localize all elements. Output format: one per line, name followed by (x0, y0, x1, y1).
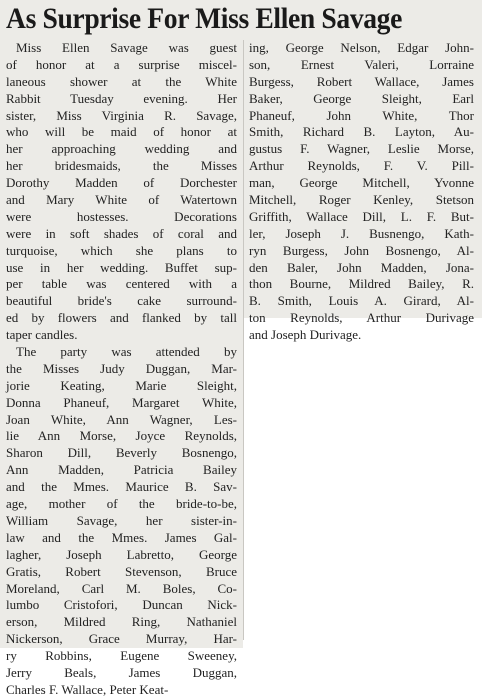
article-line: her bridesmaids, the Misses (6, 158, 237, 174)
article-line: B. Smith, Louis A. Girard, Al- (249, 293, 474, 309)
article-line: use in her wedding. Buffet sup- (6, 259, 237, 275)
article-line: were in soft shades of coral and (6, 225, 237, 241)
article-line: ler, Joseph J. Busnengo, Kath- (249, 225, 474, 241)
article-line: of honor at a surprise miscel- (6, 56, 237, 72)
headline (0, 0, 482, 38)
article-line: and Joseph Durivage. (249, 327, 362, 343)
headline-text: As Surprise For Miss Ellen Savage (6, 2, 403, 35)
article-line: her approaching wedding and (6, 141, 237, 157)
article-line: Nickerson, Grace Murray, Har- (6, 631, 237, 647)
article-line: Miss Ellen Savage was guest (16, 40, 237, 55)
column-rule (243, 40, 244, 640)
article-line: Donna Phaneuf, Margaret White, (6, 394, 237, 410)
article-line: who will be maid of honor at (6, 124, 237, 140)
article-line: Joan White, Ann Wagner, Les- (6, 411, 237, 427)
article-line: Mitchell, Roger Kenley, Stetson (249, 192, 474, 208)
article-line: man, George Mitchell, Yvonne (249, 175, 474, 191)
article-line: lumbo Cristofori, Duncan Nick- (6, 597, 237, 613)
article-line: Smith, Richard B. Layton, Au- (249, 124, 474, 140)
article-line: taper candles. (6, 327, 78, 343)
article-line: and Mary White of Watertown (6, 192, 237, 208)
article-line: Ann Madden, Patricia Bailey (6, 462, 237, 478)
article-line: Dorothy Madden of Dorchester (6, 175, 237, 191)
article-line: Burgess, Robert Wallace, James (249, 73, 474, 89)
article-line: age, mother of the bride-to-be, (6, 496, 237, 512)
article-line: Baker, George Sleight, Earl (249, 90, 474, 106)
article-line: law and the Mmes. James Gal- (6, 529, 237, 545)
article-line: ton Reynolds, Arthur Durivage (249, 310, 474, 326)
article-column-left (6, 40, 237, 699)
article-line: den Baler, John Madden, Jona- (249, 259, 474, 275)
article-line: and the Mmes. Maurice B. Sav- (6, 479, 237, 495)
article-line: gustus F. Wagner, Leslie Morse, (249, 141, 474, 157)
article-column-right (249, 40, 474, 344)
article-line: thon Bourne, Mildred Bailey, R. (249, 276, 474, 292)
article-line: son, Ernest Valeri, Lorraine (249, 56, 474, 72)
article-line: were hostesses. Decorations (6, 208, 237, 224)
article-line: Griffith, Wallace Dill, L. F. But- (249, 208, 474, 224)
article-line: Charles F. Wallace, Peter Keat- (6, 681, 169, 697)
article-line: ing, George Nelson, Edgar John- (249, 40, 474, 55)
article-line: Phaneuf, John White, Thor (249, 107, 474, 123)
article-line: per table was centered with a (6, 276, 237, 292)
article-line: ry Robbins, Eugene Sweeney, (6, 648, 237, 664)
article-line: beautiful bride's cake surround- (6, 293, 237, 309)
article-line: lie Ann Morse, Joyce Reynolds, (6, 428, 237, 444)
article-line: Rabbit Tuesday evening. Her (6, 90, 237, 106)
article-line: the Misses Judy Duggan, Mar- (6, 360, 237, 376)
article-line: sister, Miss Virginia R. Savage, (6, 107, 237, 123)
article-line: ryn Burgess, John Bosnengo, Al- (249, 242, 474, 258)
article-line: jorie Keating, Marie Sleight, (6, 377, 237, 393)
article-line: erson, Mildred Ring, Nathaniel (6, 614, 237, 630)
article-line: Sharon Dill, Beverly Bosnengo, (6, 445, 237, 461)
article-line: Gratis, Robert Stevenson, Bruce (6, 563, 237, 579)
article-line: Moreland, Carl M. Boles, Co- (6, 580, 237, 596)
article-line: Arthur Reynolds, F. V. Pill- (249, 158, 474, 174)
article-line: laneous shower at the White (6, 73, 237, 89)
article-line: The party was attended by (16, 344, 237, 360)
article-line: turquoise, which she plans to (6, 242, 237, 258)
article-line: lagher, Joseph Labretto, George (6, 546, 237, 562)
article-line: William Savage, her sister-in- (6, 512, 237, 528)
article-line: Jerry Beals, James Duggan, (6, 664, 237, 680)
article-line: ed by flowers and flanked by tall (6, 310, 237, 326)
